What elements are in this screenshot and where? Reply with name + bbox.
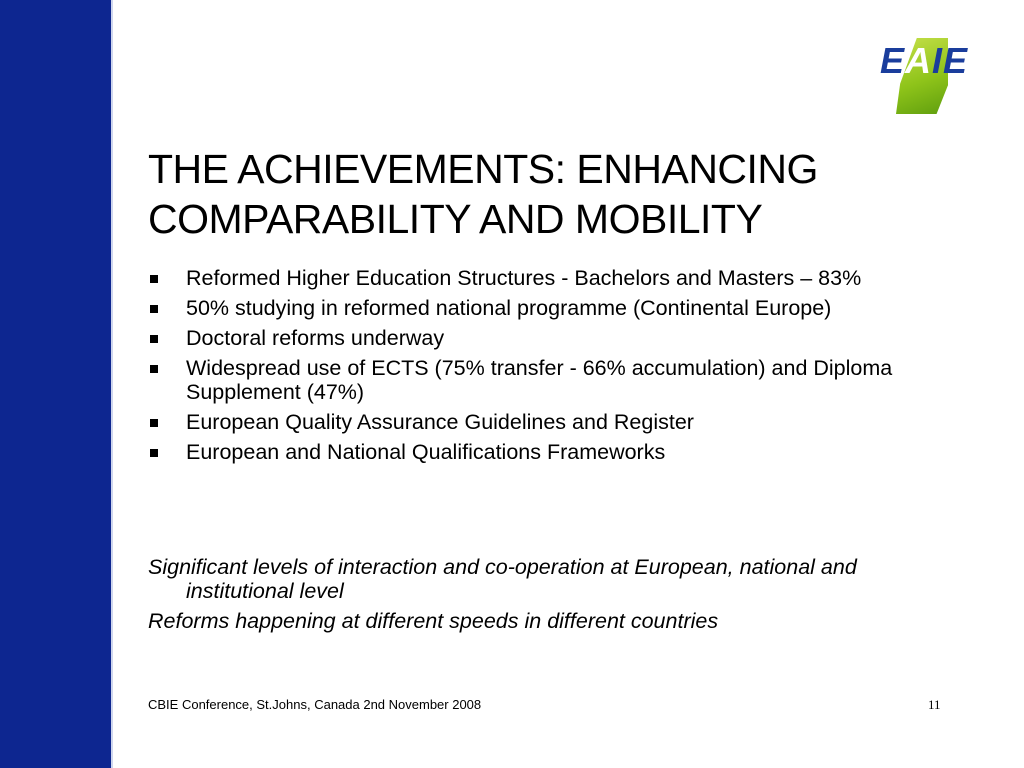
bullet-square-icon bbox=[150, 365, 158, 373]
slide-title-line-1: THE ACHIEVEMENTS: ENHANCING bbox=[148, 146, 818, 192]
bullet-item: Doctoral reforms underway bbox=[148, 326, 948, 350]
summary-note: Reforms happening at different speeds in different countries bbox=[148, 609, 719, 633]
slide-title bbox=[148, 144, 978, 244]
slide-title-line-2: COMPARABILITY AND MOBILITY bbox=[148, 196, 763, 242]
footer-conference-label: CBIE Conference, St.Johns, Canada 2nd November 2008 bbox=[148, 697, 482, 712]
bullet-square-icon bbox=[150, 275, 158, 283]
bullet-square-icon bbox=[150, 305, 158, 313]
bullet-item: European and National Qualifications Frameworks bbox=[148, 440, 948, 464]
bullet-item: 50% studying in reformed national programme (Continental Europe) bbox=[148, 296, 948, 320]
left-sidebar-band bbox=[0, 0, 111, 768]
bullet-square-icon bbox=[150, 419, 158, 427]
sidebar-edge bbox=[111, 0, 113, 768]
bullet-square-icon bbox=[150, 449, 158, 457]
bullet-square-icon bbox=[150, 335, 158, 343]
bullet-item: Reformed Higher Education Structures - Bachelors and Masters – 83% bbox=[148, 266, 948, 290]
bullet-item: Widespread use of ECTS (75% transfer - 66% accumulation) and Diploma Supplement (47%) bbox=[148, 356, 948, 404]
bullet-list bbox=[148, 266, 948, 470]
logo-text: EAIE bbox=[880, 40, 969, 81]
eaie-logo bbox=[880, 28, 992, 116]
slide-page-number: 11 bbox=[928, 697, 941, 712]
bullet-item: European Quality Assurance Guidelines and Register bbox=[148, 410, 948, 434]
summary-notes bbox=[148, 555, 948, 639]
summary-note: Significant levels of interaction and co-operation at European, national and institutional level bbox=[148, 555, 857, 603]
